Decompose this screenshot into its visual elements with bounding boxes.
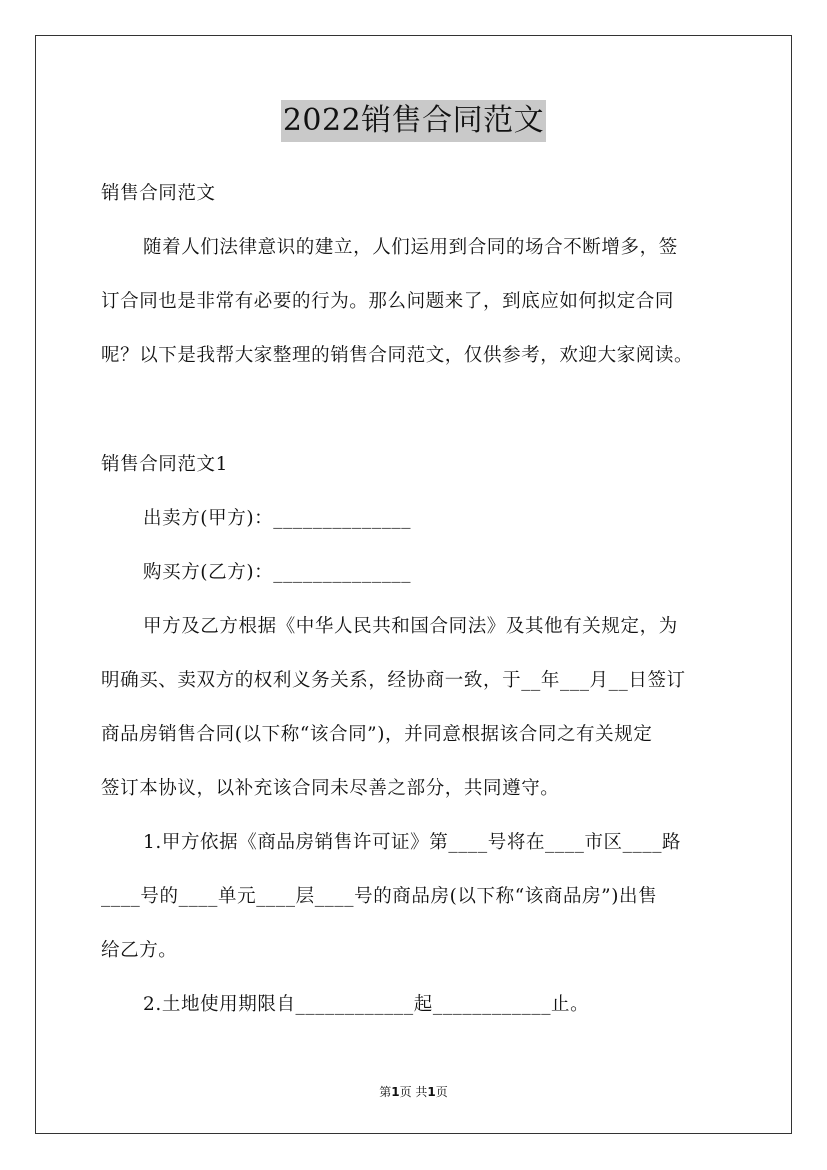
page-footer <box>0 1084 827 1100</box>
document-title: 2022销售合同范文 <box>281 100 546 142</box>
body-line-1: 甲方及乙方根据《中华人民共和国合同法》及其他有关规定，为 <box>143 616 678 637</box>
clause-2-line-1: 2.土地使用期限自____________起____________止。 <box>143 994 590 1015</box>
clause-1-line-2: ____号的____单元____层____号的商品房(以下称“该商品房”)出售 <box>101 886 658 907</box>
title-container <box>0 100 827 142</box>
footer-mid: 页 共 <box>399 1085 428 1099</box>
clause-1-line-3: 给乙方。 <box>101 940 178 961</box>
clause-1-line-1: 1.甲方依据《商品房销售许可证》第____号将在____市区____路 <box>143 832 682 853</box>
body-line-4: 签订本协议，以补充该合同未尽善之部分，共同遵守。 <box>101 778 560 799</box>
footer-prefix: 第 <box>379 1085 392 1099</box>
intro-line-3: 呢？以下是我帮大家整理的销售合同范文，仅供参考，欢迎大家阅读。 <box>101 345 694 366</box>
body-line-3: 商品房销售合同(以下称“该合同”)，并同意根据该合同之有关规定 <box>101 724 653 745</box>
contract-heading: 销售合同范文1 <box>101 454 228 475</box>
seller-line: 出卖方(甲方)：______________ <box>143 508 412 529</box>
body-line-2: 明确买、卖双方的权利义务关系，经协商一致，于__年___月__日签订 <box>101 670 686 691</box>
intro-line-1: 随着人们法律意识的建立，人们运用到合同的场合不断增多，签 <box>143 237 678 258</box>
footer-page-number: 1 <box>391 1085 400 1099</box>
footer-total-pages: 1 <box>427 1085 436 1099</box>
section-heading: 销售合同范文 <box>101 183 216 204</box>
buyer-line: 购买方(乙方)：______________ <box>143 562 412 583</box>
footer-suffix: 页 <box>435 1085 448 1099</box>
intro-line-2: 订合同也是非常有必要的行为。那么问题来了，到底应如何拟定合同 <box>101 291 675 312</box>
